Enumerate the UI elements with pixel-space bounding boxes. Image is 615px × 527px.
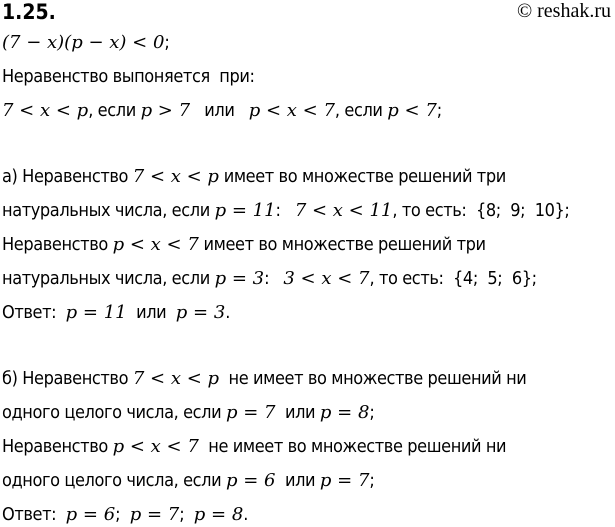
text-segment: или xyxy=(275,402,320,423)
math-expression: p = 8 xyxy=(319,402,370,423)
math-expression: p = 7 xyxy=(226,402,276,423)
text-line xyxy=(2,234,486,256)
text-segment: натуральных числа, если xyxy=(2,200,215,221)
text-segment: а) Неравенство xyxy=(2,166,133,187)
text-segment: Неравенство xyxy=(2,234,113,255)
text-segment: , то есть: {4; 5; 6}; xyxy=(369,268,537,289)
text-line xyxy=(2,504,248,526)
math-expression: 7 < x < p xyxy=(132,368,220,389)
text-segment: Ответ: xyxy=(2,302,66,323)
text-line xyxy=(2,32,169,54)
text-segment: одного целого числа, если xyxy=(2,402,226,423)
text-line xyxy=(2,166,506,188)
math-expression: p = 11 xyxy=(65,302,127,323)
text-segment: , если xyxy=(88,100,141,121)
math-expression: p = 6 xyxy=(226,470,276,491)
text-segment: Ответ: xyxy=(2,504,66,525)
text-segment: . xyxy=(225,302,231,323)
text-segment: или xyxy=(126,302,176,323)
text-segment: Неравенство xyxy=(2,436,113,457)
text-line xyxy=(2,268,537,290)
text-segment: одного целого числа, если xyxy=(2,470,226,491)
math-expression: p < x < 7 xyxy=(112,234,199,255)
text-segment: ; xyxy=(164,32,170,53)
text-segment: ; xyxy=(369,402,375,423)
text-segment: ; xyxy=(115,504,130,525)
math-expression: (7 − x)(p − x) < 0 xyxy=(2,32,165,53)
text-line xyxy=(2,200,569,222)
text-segment: имеет во множестве решений три xyxy=(218,166,506,187)
math-expression: p = 7 xyxy=(129,504,180,525)
text-segment: . xyxy=(243,504,249,525)
math-expression: p < x < 7 xyxy=(112,436,199,457)
math-expression: 7 < x < p xyxy=(2,100,89,121)
text-line xyxy=(2,470,374,492)
math-expression: 7 < x < p xyxy=(132,166,219,187)
text-segment: б) Неравенство xyxy=(2,368,133,389)
text-segment: ; xyxy=(179,504,194,525)
text-line xyxy=(2,66,255,88)
problem-number: 1.25. xyxy=(2,0,56,24)
text-segment: ; xyxy=(369,470,375,491)
math-expression: p = 3 xyxy=(214,268,265,289)
text-segment: не имеет во множестве решений ни xyxy=(198,436,507,457)
text-segment: натуральных числа, если xyxy=(2,268,215,289)
text-line xyxy=(2,402,374,424)
watermark: © reshak.ru xyxy=(516,0,611,22)
text-line xyxy=(2,302,230,324)
text-segment: Неравенство выпоняется при: xyxy=(2,66,255,87)
text-segment: или xyxy=(275,470,320,491)
text-segment: не имеет во множестве решений ни xyxy=(219,368,527,389)
text-segment: : xyxy=(275,200,295,221)
math-expression: p = 3 xyxy=(175,302,226,323)
math-expression: p = 7 xyxy=(319,470,370,491)
text-line xyxy=(2,368,526,390)
text-line xyxy=(2,436,506,458)
math-expression: p < x < 7 xyxy=(248,100,335,121)
math-expression: p = 6 xyxy=(65,504,116,525)
math-expression: p = 11 xyxy=(214,200,276,221)
math-expression: p < 7 xyxy=(387,100,437,121)
text-segment: или xyxy=(190,100,249,121)
math-expression: 3 < x < 7 xyxy=(283,268,370,289)
math-expression: p = 8 xyxy=(193,504,244,525)
text-segment: , если xyxy=(334,100,388,121)
text-segment: имеет во множестве решений три xyxy=(198,234,486,255)
text-segment: ; xyxy=(436,100,442,121)
text-segment: : xyxy=(264,268,284,289)
text-segment: , то есть: {8; 9; 10}; xyxy=(392,200,570,221)
math-expression: p > 7 xyxy=(140,100,191,121)
math-expression: 7 < x < 11 xyxy=(294,200,393,221)
text-line xyxy=(2,100,442,122)
